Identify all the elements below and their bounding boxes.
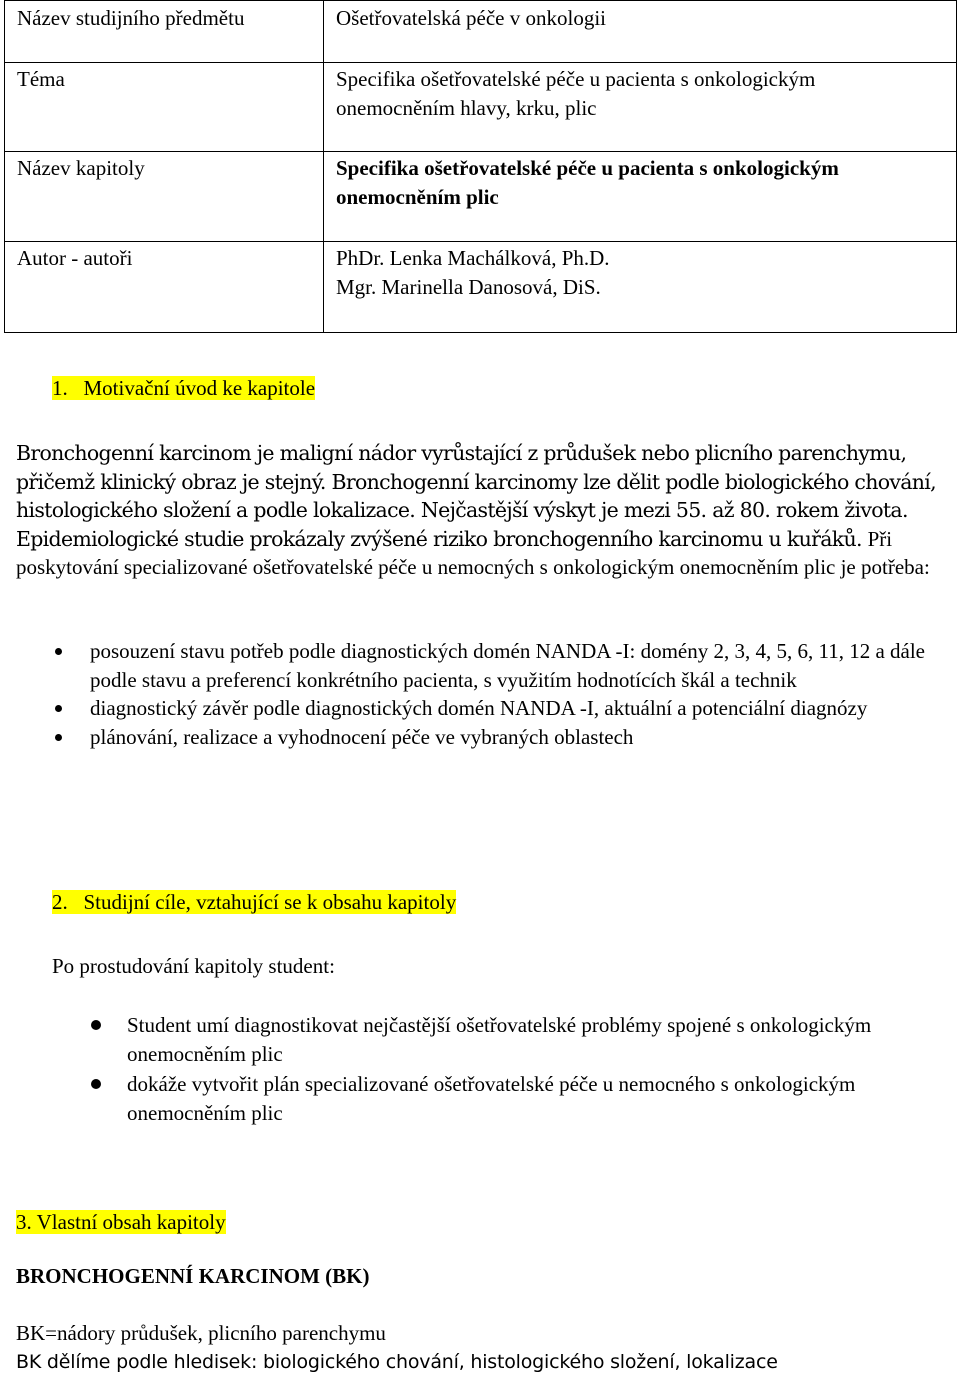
row-value: Specifika ošetřovatelské péče u pacienta s onkologickým onemocněním hlavy, krku, plic <box>324 63 957 152</box>
bullet-icon <box>91 1020 101 1030</box>
author-2: Mgr. Marinella Danosová, DiS. <box>336 275 601 299</box>
section-3-line-1: BK=nádory průdušek, plicního parenchymu <box>16 1321 386 1345</box>
table-row <box>5 152 957 242</box>
section-2-bullet-list <box>0 1011 900 1127</box>
list-item: posouzení stavu potřeb podle diagnostických domén NANDA -I: domény 2, 3, 4, 5, 6, 11, 12 a dále podle stavu a preferencí konkrétního pacienta, s využitím hodnotících škál a technik <box>0 637 950 694</box>
bullet-icon <box>91 1079 101 1089</box>
bullet-icon <box>55 648 62 655</box>
list-item: plánování, realizace a vyhodnocení péče ve vybraných oblastech <box>0 723 950 752</box>
row-value <box>324 242 957 333</box>
list-item: dokáže vytvořit plán specializované ošetřovatelské péče u nemocného s onkologickým onemocněním plic <box>0 1070 900 1127</box>
section-1-heading: 1. Motivační úvod ke kapitole <box>52 376 316 400</box>
bullet-icon <box>55 734 62 741</box>
bullet-icon <box>55 705 62 712</box>
section-3-line-2: BK dělíme podle hledisek: biologického chování, histologického složení, lokalizace <box>16 1351 778 1373</box>
row-label: Autor - autoři <box>5 242 324 333</box>
section-3-title: BRONCHOGENNÍ KARCINOM (BK) <box>16 1264 370 1288</box>
section-2-heading: 2. Studijní cíle, vztahující se k obsahu kapitoly <box>52 890 457 914</box>
paragraph-part-1: Bronchogenní karcinom je maligní nádor vyrůstající z průdušek nebo plicního parenchymu, přičemž klinický obraz je stejný. Bronchogenní karcinomy lze dělit podle biologického chování, histologického složení a podle lokalizace. Nejčastější výskyt je mezi 55. až 80. rokem života. Epidemiologické studie prokázaly zvýšené riziko bronchogenního karcinomu u kuřáků. <box>16 441 936 551</box>
author-1: PhDr. Lenka Machálková, Ph.D. <box>336 246 610 270</box>
row-label: Název kapitoly <box>5 152 324 242</box>
paragraph-part-2: Při poskytování specializované ošetřovatelské péče u nemocných s onkologickým onemocněním plic je potřeba: <box>16 526 930 580</box>
section-1-bullet-list <box>0 637 950 751</box>
section-2-intro: Po prostudování kapitoly student: <box>52 954 335 978</box>
section-1-paragraph <box>16 439 956 582</box>
list-item: Student umí diagnostikovat nejčastější ošetřovatelské problémy spojené s onkologickým onemocněním plic <box>0 1011 900 1068</box>
row-label: Název studijního předmětu <box>5 1 324 63</box>
list-item: diagnostický závěr podle diagnostických domén NANDA -I, aktuální a potenciální diagnózy <box>0 694 950 723</box>
course-info-table <box>4 0 957 333</box>
section-3-heading: 3. Vlastní obsah kapitoly <box>16 1210 226 1234</box>
table-row <box>5 242 957 333</box>
row-value: Ošetřovatelská péče v onkologii <box>324 1 957 63</box>
row-label: Téma <box>5 63 324 152</box>
row-value: Specifika ošetřovatelské péče u pacienta s onkologickým onemocněním plic <box>324 152 957 242</box>
table-row <box>5 1 957 63</box>
table-row <box>5 63 957 152</box>
